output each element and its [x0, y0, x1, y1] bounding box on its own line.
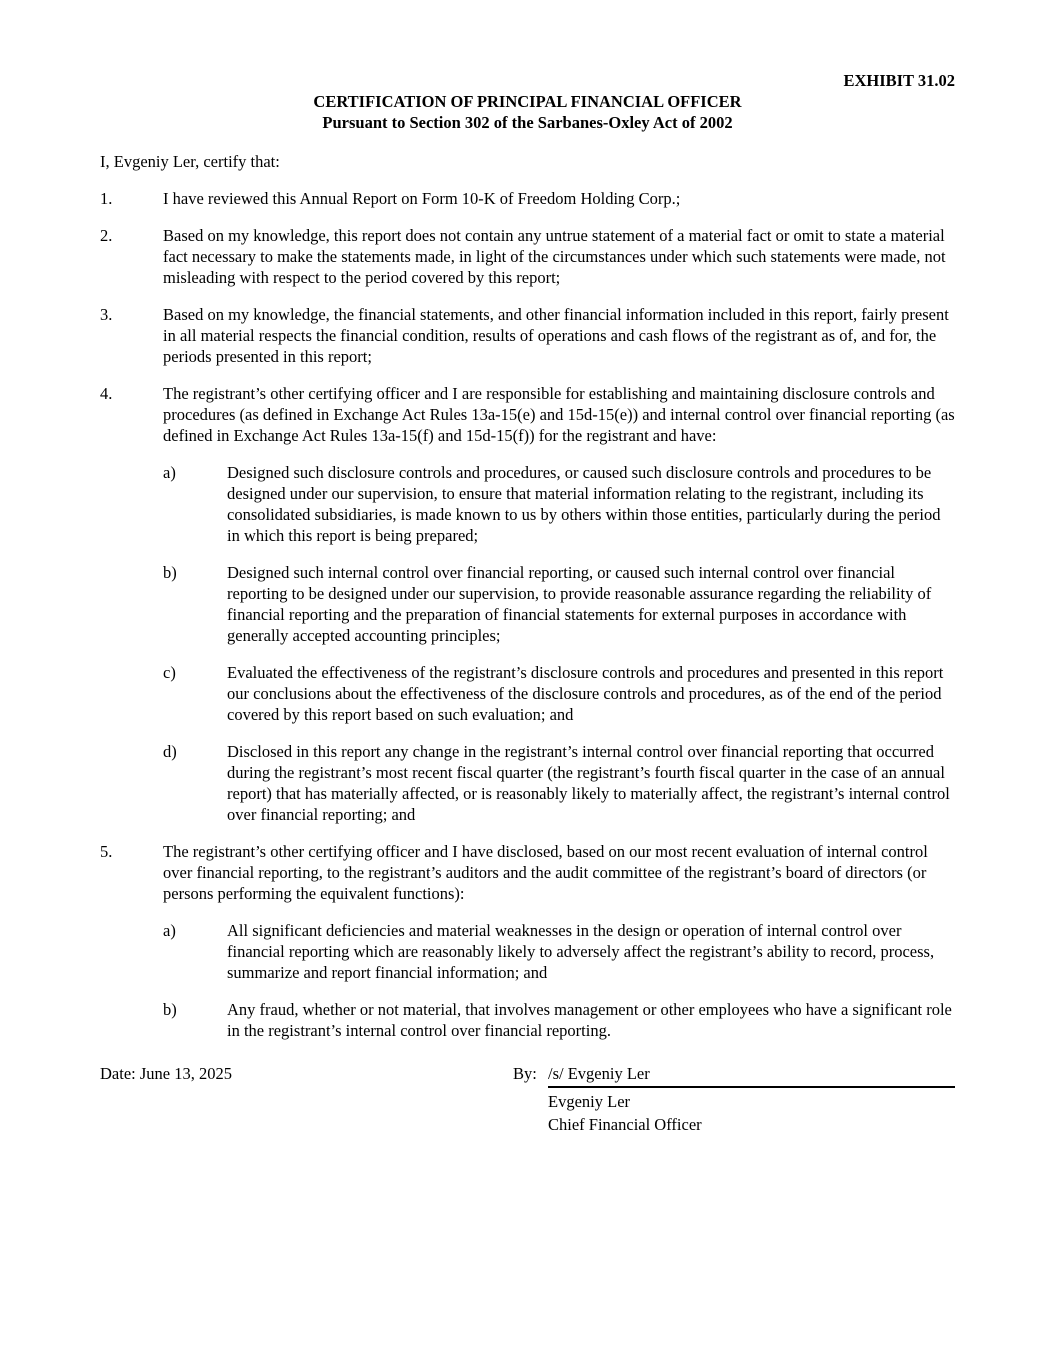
subitem-4d	[163, 741, 955, 825]
signer-title: Chief Financial Officer	[548, 1115, 702, 1134]
numbered-item-5	[100, 841, 955, 904]
subitem-4c-marker: c)	[163, 663, 176, 682]
subitem-4d-marker: d)	[163, 742, 177, 761]
signature-date: Date: June 13, 2025	[100, 1064, 232, 1083]
certification-intro: I, Evgeniy Ler, certify that:	[100, 152, 280, 171]
subitem-4b-marker: b)	[163, 563, 177, 582]
item-1-marker: 1.	[100, 189, 113, 208]
subitem-5b	[163, 999, 955, 1041]
subitem-4c	[163, 662, 955, 725]
subitem-4c-text: Evaluated the effectiveness of the registrant’s disclosure controls and procedures and presented in this report our conclusions about the effectiveness of the disclosure controls and procedures, as of the end of the period covered by this report based on such evaluation; and	[227, 663, 944, 724]
numbered-item-1	[100, 188, 955, 209]
subitem-5a-text: All significant deficiencies and material weaknesses in the design or operation of internal control over financial reporting which are reasonably likely to adversely affect the registrant’s ability to record, process, summarize and report financial information; and	[227, 921, 935, 982]
subitem-5b-marker: b)	[163, 1000, 177, 1019]
item-5-text: The registrant’s other certifying officer and I have disclosed, based on our most recent evaluation of internal control over financial reporting, to the registrant’s auditors and the audit committee of the registrant’s board of directors (or persons performing the equivalent functions):	[163, 842, 928, 903]
signer-name: Evgeniy Ler	[548, 1092, 631, 1111]
subitem-4a-text: Designed such disclosure controls and procedures, or caused such disclosure controls and procedures to be designed under our supervision, to ensure that material information relating to the registrant, including its consolidated subsidiaries, is made known to us by others within those entities, particularly during the period in which this report is being prepared;	[227, 463, 941, 545]
signature-cell	[548, 1063, 955, 1135]
subitem-5b-text: Any fraud, whether or not material, that involves management or other employees who have a significant role in the registrant’s internal control over financial reporting.	[227, 1000, 952, 1040]
item-4-marker: 4.	[100, 384, 113, 403]
item-4-text: The registrant’s other certifying officer and I are responsible for establishing and maintaining disclosure controls and procedures (as defined in Exchange Act Rules 13a-15(e) and 15d-15(e)) and internal control over financial reporting (as defined in Exchange Act Rules 13a-15(f) and 15d-15(f)) for the registrant and have:	[163, 384, 955, 445]
subitem-4b-text: Designed such internal control over financial reporting, or caused such internal control over financial reporting to be designed under our supervision, to provide reasonable assurance regarding the reliability of financial reporting and the preparation of financial statements for external purposes in accordance with generally accepted accounting principles;	[227, 563, 932, 645]
signature-by-block	[513, 1063, 955, 1135]
subitem-5a	[163, 920, 955, 983]
signature-line: /s/ Evgeniy Ler	[548, 1063, 955, 1088]
item-2-text: Based on my knowledge, this report does not contain any untrue statement of a material fact or omit to state a material fact necessary to make the statements made, in light of the circumstances under which such statements were made, not misleading with respect to the period covered by this report;	[163, 226, 946, 287]
subitem-5a-marker: a)	[163, 921, 176, 940]
subitem-4d-text: Disclosed in this report any change in the registrant’s internal control over financial reporting that occurred during the registrant’s most recent fiscal quarter (the registrant’s fourth fiscal quarter in the case of an annual report) that has materially affected, or is reasonably likely to materially affect, the registrant’s internal control over financial reporting; and	[227, 742, 950, 824]
document-subtitle: Pursuant to Section 302 of the Sarbanes-Oxley Act of 2002	[322, 113, 733, 132]
item-3-text: Based on my knowledge, the financial statements, and other financial information included in this report, fairly present in all material respects the financial condition, results of operations and cash flows of the registrant as of, and for, the periods presented in this report;	[163, 305, 949, 366]
item-5-marker: 5.	[100, 842, 113, 861]
signature-block	[100, 1063, 955, 1135]
item-1-text: I have reviewed this Annual Report on Form 10-K of Freedom Holding Corp.;	[163, 189, 681, 208]
subitem-4b	[163, 562, 955, 646]
numbered-item-4	[100, 383, 955, 446]
exhibit-number: EXHIBIT 31.02	[843, 71, 955, 90]
subitem-4a-marker: a)	[163, 463, 176, 482]
item-3-marker: 3.	[100, 305, 113, 324]
numbered-item-2	[100, 225, 955, 288]
document-title: CERTIFICATION OF PRINCIPAL FINANCIAL OFFICER	[313, 92, 742, 111]
subitem-4a	[163, 462, 955, 546]
by-label: By:	[513, 1064, 537, 1083]
item-2-marker: 2.	[100, 226, 113, 245]
numbered-item-3	[100, 304, 955, 367]
